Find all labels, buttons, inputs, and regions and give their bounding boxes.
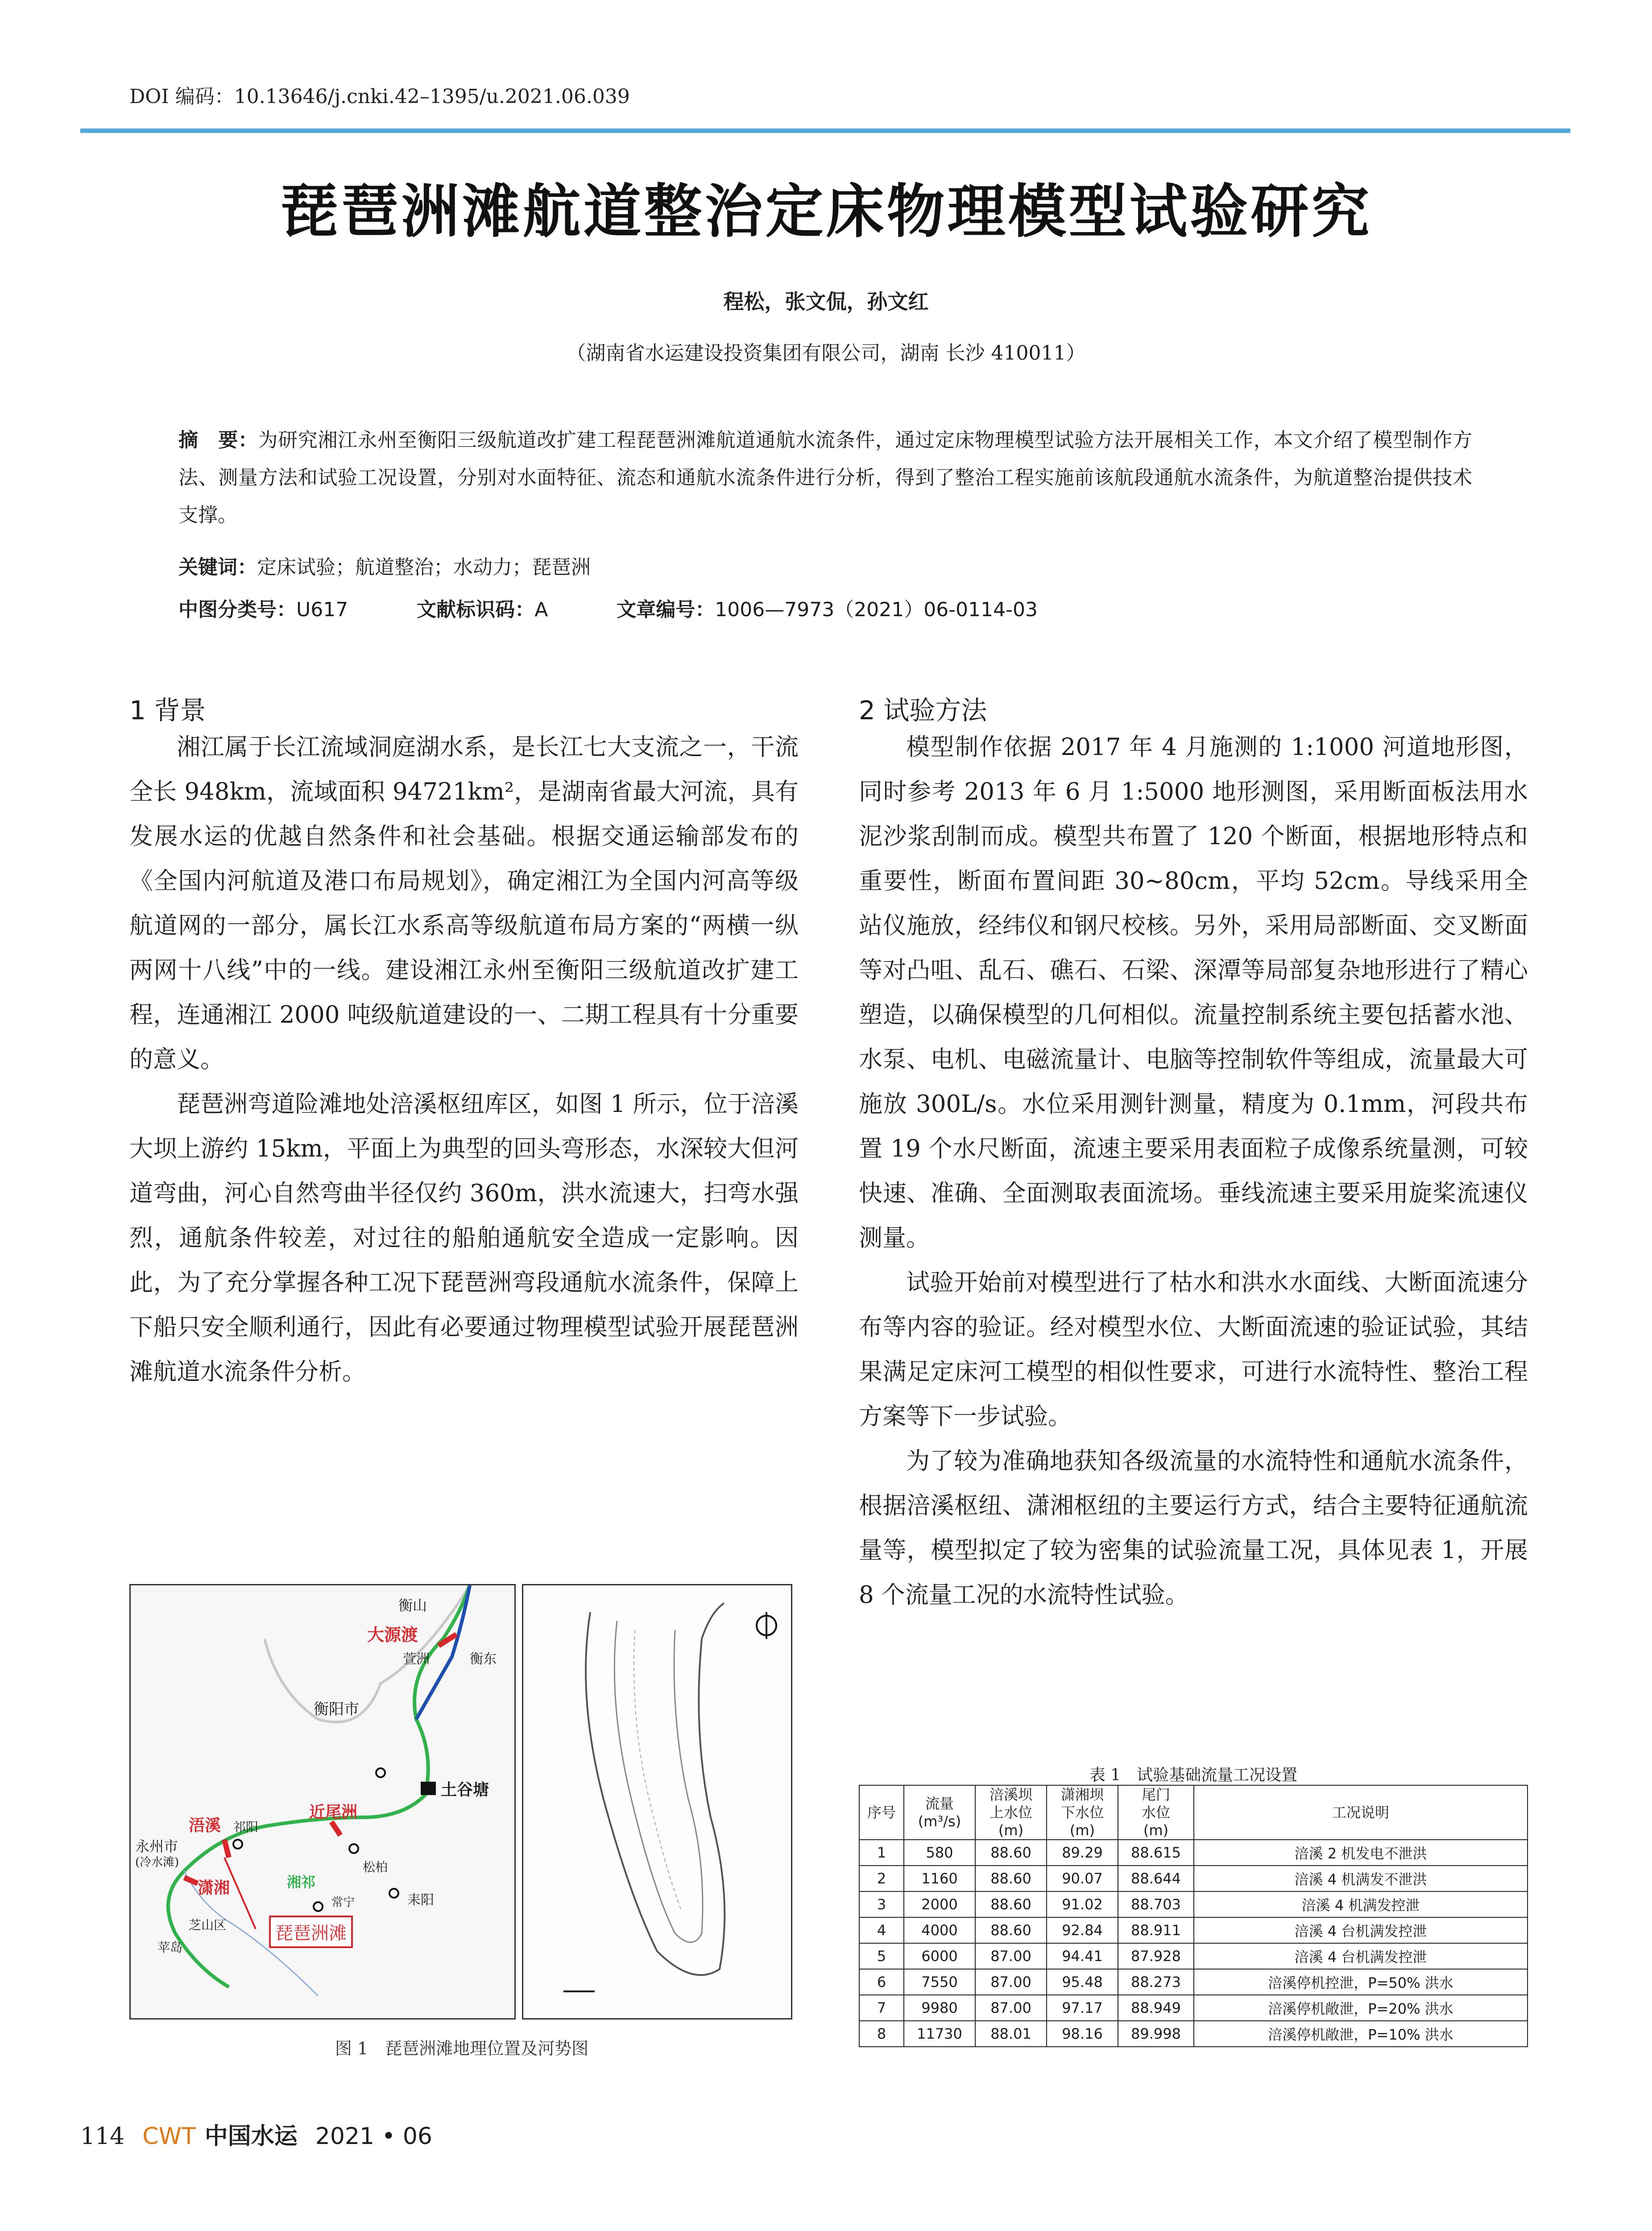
abstract-text: 为研究湘江永州至衡阳三级航道改扩建工程琵琶洲滩航道通航水流条件，通过定床物理模型试验方法开展相关工作，本文介绍了模型制作方法、测量方法和试验工况设置，分别对水面特征、流态和通航水流条件进行分析，得到了整治工程实施前该航段通航水流条件，为航道整治提供技术支撑。 [178, 429, 1472, 527]
keywords [178, 551, 591, 580]
table-row [859, 1866, 1528, 1891]
table-cell: 5 [859, 1943, 904, 1969]
table-cell: 9980 [904, 1995, 975, 2021]
affiliation: （湖南省水运建设投资集团有限公司，湖南 长沙 410011） [566, 342, 1086, 365]
section-1-body [129, 725, 799, 1394]
table-row [859, 1891, 1528, 1917]
header-wuxi: 涪溪坝 上水位 (m) [975, 1785, 1047, 1840]
table-cell: 1160 [904, 1866, 975, 1891]
label-wuxi: 浯溪 [189, 1816, 221, 1835]
table-cell: 90.07 [1047, 1866, 1118, 1891]
header-no: 序号 [859, 1785, 904, 1840]
table-cell: 92.84 [1047, 1917, 1118, 1943]
table-row [859, 1917, 1528, 1943]
section-1-paragraph-2: 琵琶洲弯道险滩地处涪溪枢纽库区，如图 1 所示，位于涪溪大坝上游约 15km，平面上为典型的回头弯形态，水深较大但河道弯曲，河心自然弯曲半径仅约 360m，洪水流速大，扫弯水强烈，通航条件较差，对过往的船舶通航安全造成一定影响。因此，为了充分掌握各种工况下琵琶洲弯段通航水流条件，保障上下船只安全顺利通行，因此有必要通过物理模型试验开展琵琶洲滩航道水流条件分析。 [129, 1091, 799, 1385]
label-hengshan: 衡山 [398, 1597, 427, 1614]
table-cell: 4 [859, 1917, 904, 1943]
figure-1-caption: 图 1 琵琶洲滩地理位置及河势图 [335, 2039, 589, 2058]
table-cell: 87.928 [1118, 1943, 1194, 1969]
journal-logo-cwt: CWT [142, 2123, 196, 2150]
label-yingzhou: 萱洲 [403, 1651, 430, 1667]
table-cell: 87.00 [975, 1943, 1047, 1969]
table-1-caption: 表 1 试验基础流量工况设置 [1089, 1766, 1298, 1784]
label-hengdong: 衡东 [470, 1651, 497, 1667]
doc-value: A [534, 598, 548, 621]
table-cell: 98.16 [1047, 2021, 1118, 2047]
table-cell: 88.273 [1118, 1969, 1194, 1995]
table-row [859, 1840, 1528, 1866]
label-changning: 常宁 [331, 1896, 355, 1909]
header-tailgate: 尾门 水位 (m) [1118, 1785, 1194, 1840]
table-cell: 88.615 [1118, 1840, 1194, 1866]
label-leiyang: 耒阳 [407, 1892, 434, 1908]
section-2-body [859, 725, 1528, 1617]
section-1-paragraph-1: 湘江属于长江流域洞庭湖水系，是长江七大支流之一，干流全长 948km，流域面积 94721km²，是湖南省最大河流，具有发展水运的优越自然条件和社会基础。根据交通运输部发布的《全国内河航道及港口布局规划》，确定湘江为全国内河高等级航道网的一部分，属长江水系高等级航道布局方案的“两横一纵两网十八线”中的一线。建设湘江永州至衡阳三级航道改扩建工程，连通湘江 2000 吨级航道建设的一、二期工程具有十分重要的意义。 [129, 734, 799, 1073]
abstract-label: 摘 要： [178, 429, 258, 452]
journal-issue: 2021 • 06 [315, 2123, 433, 2150]
article-label: 文章编号： [617, 598, 715, 621]
table-cell: 88.703 [1118, 1891, 1194, 1917]
doi: DOI 编码：10.13646/j.cnki.42–1395/u.2021.06.039 [129, 85, 630, 108]
table-cell: 88.60 [975, 1891, 1047, 1917]
label-lengshuitan: (冷水滩) [135, 1856, 179, 1869]
label-qiyang: 祁阳 [233, 1820, 259, 1834]
table-cell: 6 [859, 1969, 904, 1995]
river-plan-map [522, 1584, 792, 2020]
table-cell: 涪溪 4 机满发控泄 [1194, 1891, 1528, 1917]
table-cell: 涪溪停机敞泄，P=20% 洪水 [1194, 1995, 1528, 2021]
table-cell: 涪溪 4 台机满发控泄 [1194, 1917, 1528, 1943]
table-cell: 88.949 [1118, 1995, 1194, 2021]
table-cell: 88.60 [975, 1917, 1047, 1943]
table-header-row [859, 1785, 1528, 1840]
table-cell: 7 [859, 1995, 904, 2021]
table-cell: 95.48 [1047, 1969, 1118, 1995]
clc-value: U617 [296, 598, 348, 621]
table-row [859, 2021, 1528, 2047]
section-2-heading: 2 试验方法 [859, 695, 987, 726]
header-xiaoxiang: 潇湘坝 下水位 (m) [1047, 1785, 1118, 1840]
table-body [859, 1840, 1528, 2047]
section-2-paragraph-2: 试验开始前对模型进行了枯水和洪水水面线、大断面流速分布等内容的验证。经对模型水位、大断面流速的验证试验，其结果满足定床河工模型的相似性要求，可进行水流特性、整治工程方案等下一步试验。 [859, 1269, 1528, 1430]
table-cell: 7550 [904, 1969, 975, 1995]
table-cell: 3 [859, 1891, 904, 1917]
river-plan-drawing [523, 1585, 791, 2018]
section-1-heading: 1 背景 [129, 695, 206, 726]
journal-name: 中国水运 [204, 2123, 298, 2150]
label-tugutang: 土谷塘 [441, 1780, 489, 1799]
page-number: 114 [80, 2123, 125, 2150]
table-cell: 91.02 [1047, 1891, 1118, 1917]
label-zhishan: 芝山区 [189, 1918, 227, 1932]
table-cell: 88.911 [1118, 1917, 1194, 1943]
section-2-paragraph-3: 为了较为准确地获知各级流量的水流特性和通航水流条件，根据涪溪枢纽、潇湘枢纽的主要运行方式，结合主要特征通航流量等，模型拟定了较为密集的试验流量工况，具体见表 1，开展 8 个流量工况的水流特性试验。 [859, 1447, 1528, 1609]
table-row [859, 1969, 1528, 1995]
table-cell: 1 [859, 1840, 904, 1866]
table-cell: 涪溪 4 机满发不泄洪 [1194, 1866, 1528, 1891]
footer [80, 2117, 432, 2151]
location-map [129, 1584, 516, 2020]
table-row [859, 1943, 1528, 1969]
label-yongzhou: 永州市 [135, 1838, 178, 1855]
table-cell: 涪溪 2 机发电不泄洪 [1194, 1840, 1528, 1866]
table-cell: 6000 [904, 1943, 975, 1969]
table-cell: 88.60 [975, 1866, 1047, 1891]
table-cell: 97.17 [1047, 1995, 1118, 2021]
table-cell: 89.29 [1047, 1840, 1118, 1866]
table-cell: 89.998 [1118, 2021, 1194, 2047]
table-cell: 580 [904, 1840, 975, 1866]
table-cell: 11730 [904, 2021, 975, 2047]
label-songbai: 松柏 [363, 1860, 388, 1874]
label-hengyang: 衡阳市 [314, 1700, 359, 1718]
keywords-label: 关键词： [178, 556, 257, 579]
label-xiangqi: 湘祁 [287, 1874, 316, 1891]
classification-line [178, 593, 1100, 622]
article-value: 1006—7973（2021）06-0114-03 [715, 598, 1038, 621]
table-row [859, 1995, 1528, 2021]
table-cell: 88.644 [1118, 1866, 1194, 1891]
label-pipazhou: 琵琶洲滩 [269, 1916, 353, 1948]
table-cell: 2000 [904, 1891, 975, 1917]
table-cell: 涪溪停机控泄，P=50% 洪水 [1194, 1969, 1528, 1995]
doc-label: 文献标识码： [417, 598, 535, 621]
table-cell: 88.60 [975, 1840, 1047, 1866]
section-2-paragraph-1: 模型制作依据 2017 年 4 月施测的 1:1000 河道地形图，同时参考 2013 年 6 月 1:5000 地形测图，采用断面板法用水泥沙浆刮制而成。模型共布置了 120 个断面，根据地形特点和重要性，断面布置间距 30~80cm，平均 52cm。导线采用全站仪施放，经纬仪和钢尺校核。另外，采用局部断面、交叉断面等对凸咀、乱石、礁石、石梁、深潭等局部复杂地形进行了精心塑造，以确保模型的几何相似。流量控制系统主要包括蓄水池、水泵、电机、电磁流量计、电脑等控制软件等组成，流量最大可施放 300L/s。水位采用测针测量，精度为 0.1mm，河段共布置 19 个水尺断面，流速主要采用表面粒子成像系统量测，可较快速、准确、全面测取表面流场。垂线流速主要采用旋桨流速仪测量。 [859, 734, 1528, 1252]
keywords-text: 定床试验；航道整治；水动力；琵琶洲 [257, 556, 591, 579]
table-cell: 94.41 [1047, 1943, 1118, 1969]
flow-conditions-table [859, 1785, 1528, 2047]
label-jinweizhou: 近尾洲 [309, 1803, 358, 1821]
table-cell: 涪溪停机敞泄，P=10% 洪水 [1194, 2021, 1528, 2047]
header-flow: 流量 (m³/s) [904, 1785, 975, 1840]
table-cell: 88.01 [975, 2021, 1047, 2047]
table-cell: 2 [859, 1866, 904, 1891]
header-desc: 工况说明 [1194, 1785, 1528, 1840]
table-cell: 87.00 [975, 1995, 1047, 2021]
abstract [178, 422, 1472, 534]
paper-title: 琵琶洲滩航道整治定床物理模型试验研究 [280, 177, 1372, 245]
label-dayuandu: 大源渡 [367, 1625, 418, 1645]
label-pingdao: 苹岛 [157, 1940, 183, 1955]
table-cell: 87.00 [975, 1969, 1047, 1995]
label-xiaoxiang: 潇湘 [198, 1879, 230, 1897]
authors: 程松，张文侃，孙文红 [723, 290, 929, 314]
table-cell: 8 [859, 2021, 904, 2047]
table-cell: 4000 [904, 1917, 975, 1943]
table-cell: 涪溪 4 台机满发控泄 [1194, 1943, 1528, 1969]
header-rule [80, 129, 1570, 133]
clc-label: 中图分类号： [178, 598, 296, 621]
figure-1 [129, 1584, 794, 2021]
